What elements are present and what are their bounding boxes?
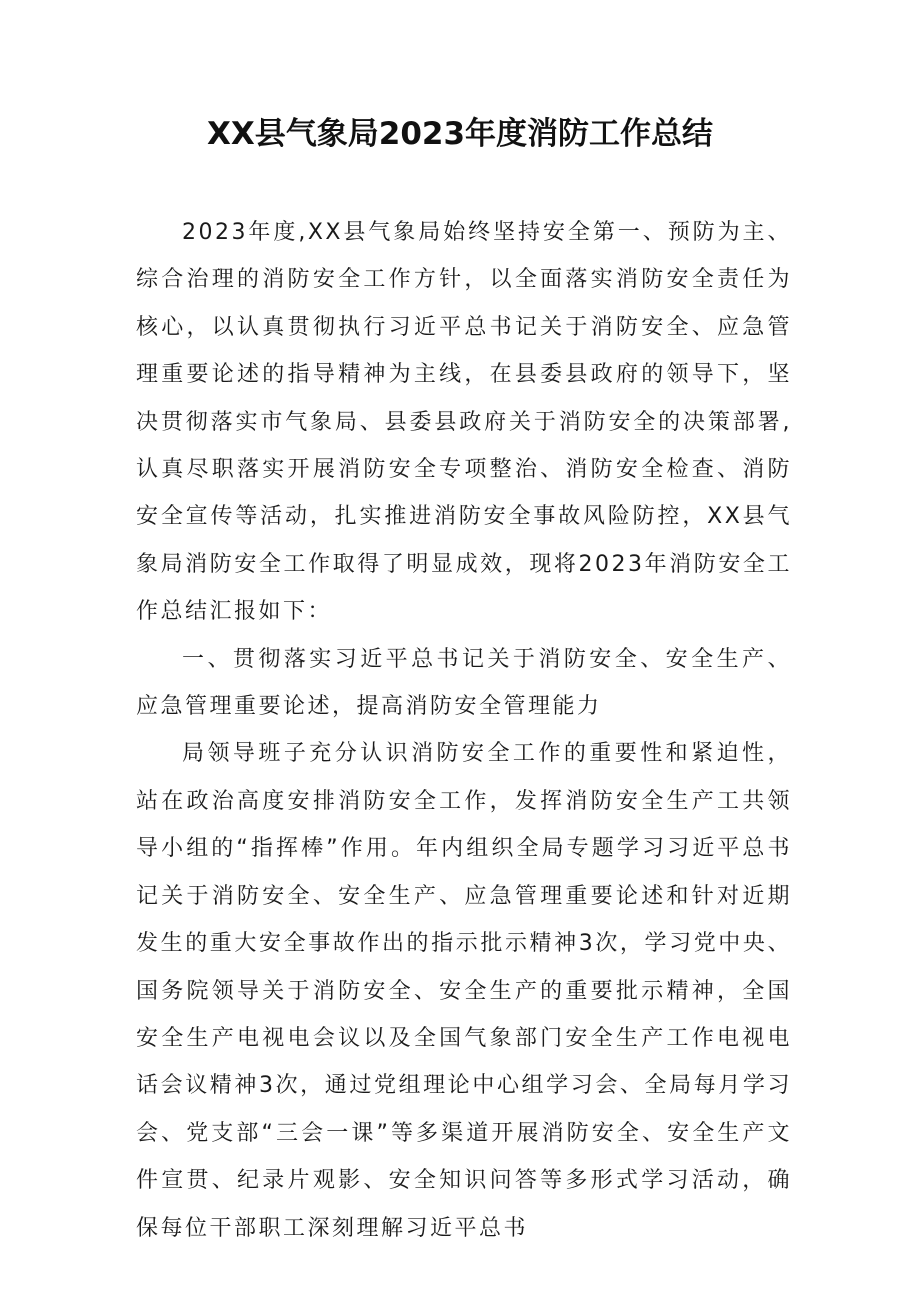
paragraph-intro: 2023年度,XX县气象局始终坚持安全第一、预防为主、综合治理的消防安全工作方针，以全面落实消防安全责任为核心，以认真贯彻执行习近平总书记关于消防安全、应急管理重要论述的指导精神为主线，在县委县政府的领导下，坚决贯彻落实市气象局、县委县政府关于消防安全的决策部署,认真尽职落实开展消防安全专项整治、消防安全检查、消防安全宣传等活动，扎实推进消防安全事故风险防控，XX县气象局消防安全工作取得了明显成效，现将2023年消防安全工作总结汇报如下：	[136, 220, 792, 625]
document-body	[136, 209, 792, 1252]
document-title: XX县气象局2023年度消防工作总结	[206, 116, 714, 152]
paragraph-section-heading: 一、贯彻落实习近平总书记关于消防安全、安全生产、应急管理重要论述，提高消防安全管理能力	[136, 646, 792, 720]
paragraph-body: 局领导班子充分认识消防安全工作的重要性和紧迫性，站在政治高度安排消防安全工作，发挥消防安全生产工共领导小组的“指挥棒”作用。年内组织全局专题学习习近平总书记关于消防安全、安全生产、应急管理重要论述和针对近期发生的重大安全事故作出的指示批示精神3次，学习党中央、国务院领导关于消防安全、安全生产的重要批示精神，全国安全生产电视电会议以及全国气象部门安全生产工作电视电话会议精神3次，通过党组理论中心组学习会、全局每月学习会、党支部“三会一课”等多渠道开展消防安全、安全生产文件宣贯、纪录片观影、安全知识问答等多形式学习活动，确保每位干部职工深刻理解习近平总书	[136, 741, 792, 1241]
